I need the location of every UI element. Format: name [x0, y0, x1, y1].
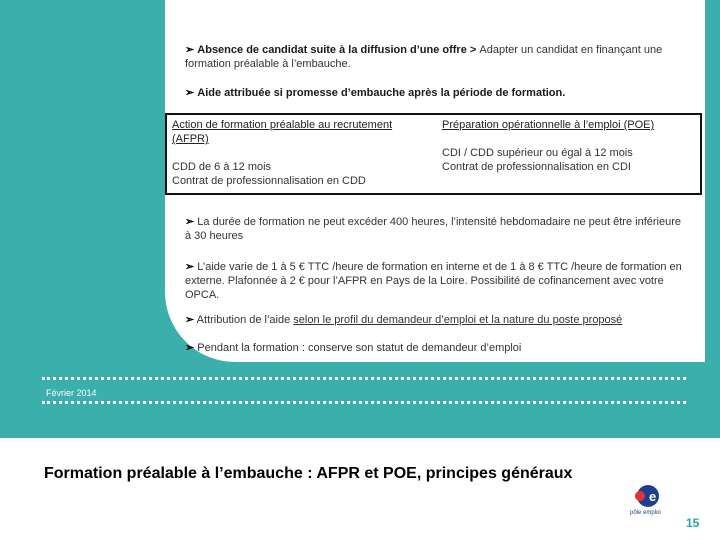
svg-text:e: e — [649, 489, 657, 504]
dotted-divider-bottom — [42, 401, 686, 404]
note-attribution — [185, 313, 685, 327]
page-number: 15 — [686, 516, 700, 530]
note-statut-text: Pendant la formation : conserve son statut de demandeur d’emploi — [197, 342, 522, 354]
note-attribution-text: Attribution de l’aide — [196, 314, 294, 326]
poe-line-1: CDI / CDD supérieur ou égal à 12 mois — [442, 147, 633, 159]
note-duree-text: La durée de formation ne peut excéder 400 heures, l’intensité hebdomadaire ne peut être inférieure à 30 heures — [185, 216, 681, 242]
note-aide-text: L’aide varie de 1 à 5 € TTC /heure de formation en interne et de 1 à 8 € TTC /heure de formation en externe. Plafonnée à 2 € pour l’AFPR en Pays de la Loire. Possibilité de cofinancement avec votre OPCA. — [185, 261, 682, 301]
bullet-absence-candidat — [185, 43, 695, 71]
note-statut — [185, 341, 685, 355]
afpr-line-1: CDD de 6 à 12 mois — [172, 161, 272, 173]
comparison-box — [165, 113, 702, 195]
afpr-line-2: Contrat de professionnalisation en CDD — [172, 175, 366, 187]
note-duree — [185, 215, 685, 243]
page-title: Formation préalable à l’embauche : AFPR et POE, principes généraux — [44, 465, 573, 482]
arrow-bullet-icon: ➢ — [185, 44, 195, 56]
svg-text:pôle emploi: pôle emploi — [630, 510, 661, 516]
bullet-absence-text: Adapter un candidat en finançant une formation préalable à l’embauche. — [185, 44, 663, 70]
note-attribution-underlined: selon le profil du demandeur d’emploi et la nature du poste proposé — [293, 314, 623, 326]
date-label: Février 2014 — [46, 388, 97, 398]
note-aide — [185, 260, 685, 302]
dotted-divider-top — [42, 377, 686, 380]
arrow-bullet-icon: ➢ — [185, 87, 195, 99]
arrow-bullet-icon: ➢ — [185, 261, 195, 273]
afpr-column — [172, 118, 422, 188]
arrow-bullet-icon: ➢ — [185, 342, 195, 354]
poe-heading: Préparation opérationnelle à l’emploi (POE) — [442, 119, 655, 131]
bullet-aide-attribuee — [185, 86, 695, 100]
afpr-heading: Action de formation préalable au recrutement (AFPR) — [172, 119, 393, 145]
poe-column — [442, 118, 697, 174]
pole-emploi-logo — [628, 484, 668, 516]
arrow-bullet-icon: ➢ — [185, 216, 195, 228]
arrow-bullet-icon: ➢ — [185, 314, 195, 326]
bullet-absence-bold: Absence de candidat suite à la diffusion d’une offre > — [197, 44, 480, 56]
poe-line-2: Contrat de professionnalisation en CDI — [442, 161, 631, 173]
bullet-aide-bold: Aide attribuée si promesse d’embauche après la période de formation. — [197, 87, 566, 99]
